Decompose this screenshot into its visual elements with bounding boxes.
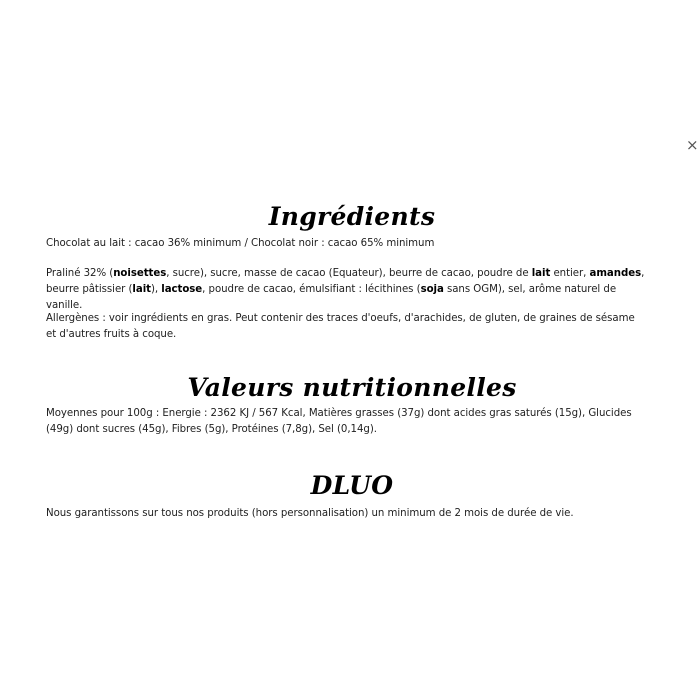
praline-text-3: entier, [550, 268, 590, 279]
allergen-lait-2: lait [132, 284, 151, 295]
allergen-noisettes: noisettes [113, 268, 167, 279]
chocolate-cacao-text: Chocolat au lait : cacao 36% minimum / Chocolat noir : cacao 65% minimum [46, 238, 435, 249]
allergen-amandes: amandes [589, 268, 642, 279]
praline-text-7: sans OGM), sel, arôme naturel de vanille. [46, 284, 617, 311]
allergen-lactose: lactose [161, 284, 203, 295]
allergen-soja: soja [420, 284, 444, 295]
praline-text-6: , poudre de cacao, émulsifiant : lécithines ( [202, 284, 421, 295]
praline-text-5: ), [150, 284, 162, 295]
dluo-heading: DLUO [310, 470, 394, 500]
praline-text-1: Praliné 32% ( [46, 268, 114, 279]
nutrition-heading: Valeurs nutritionnelles [187, 372, 517, 402]
ingredients-heading: Ingrédients [268, 201, 436, 231]
praline-text-2: , sucre), sucre, masse de cacao (Equateur), beurre de cacao, poudre de [166, 268, 532, 279]
praline-ingredients-text [46, 266, 646, 314]
nutrition-text: Moyennes pour 100g : Energie : 2362 KJ / 567 Kcal, Matières grasses (37g) dont acides gras saturés (15g), Glucides (49g) dont sucres (45g), Fibres (5g), Protéines (7,8g), Sel (0,14g). [46, 408, 632, 435]
praline-text-4: , beurre pâtissier ( [46, 268, 645, 295]
allergens-text: Allergènes : voir ingrédients en gras. Peut contenir des traces d'oeufs, d'arachides, de gluten, de graines de sésame et d'autres fruits à coque. [46, 313, 635, 340]
close-icon[interactable]: × [686, 136, 699, 154]
dluo-text: Nous garantissons sur tous nos produits (hors personnalisation) un minimum de 2 mois de durée de vie. [46, 508, 574, 519]
allergen-lait: lait [531, 268, 551, 279]
